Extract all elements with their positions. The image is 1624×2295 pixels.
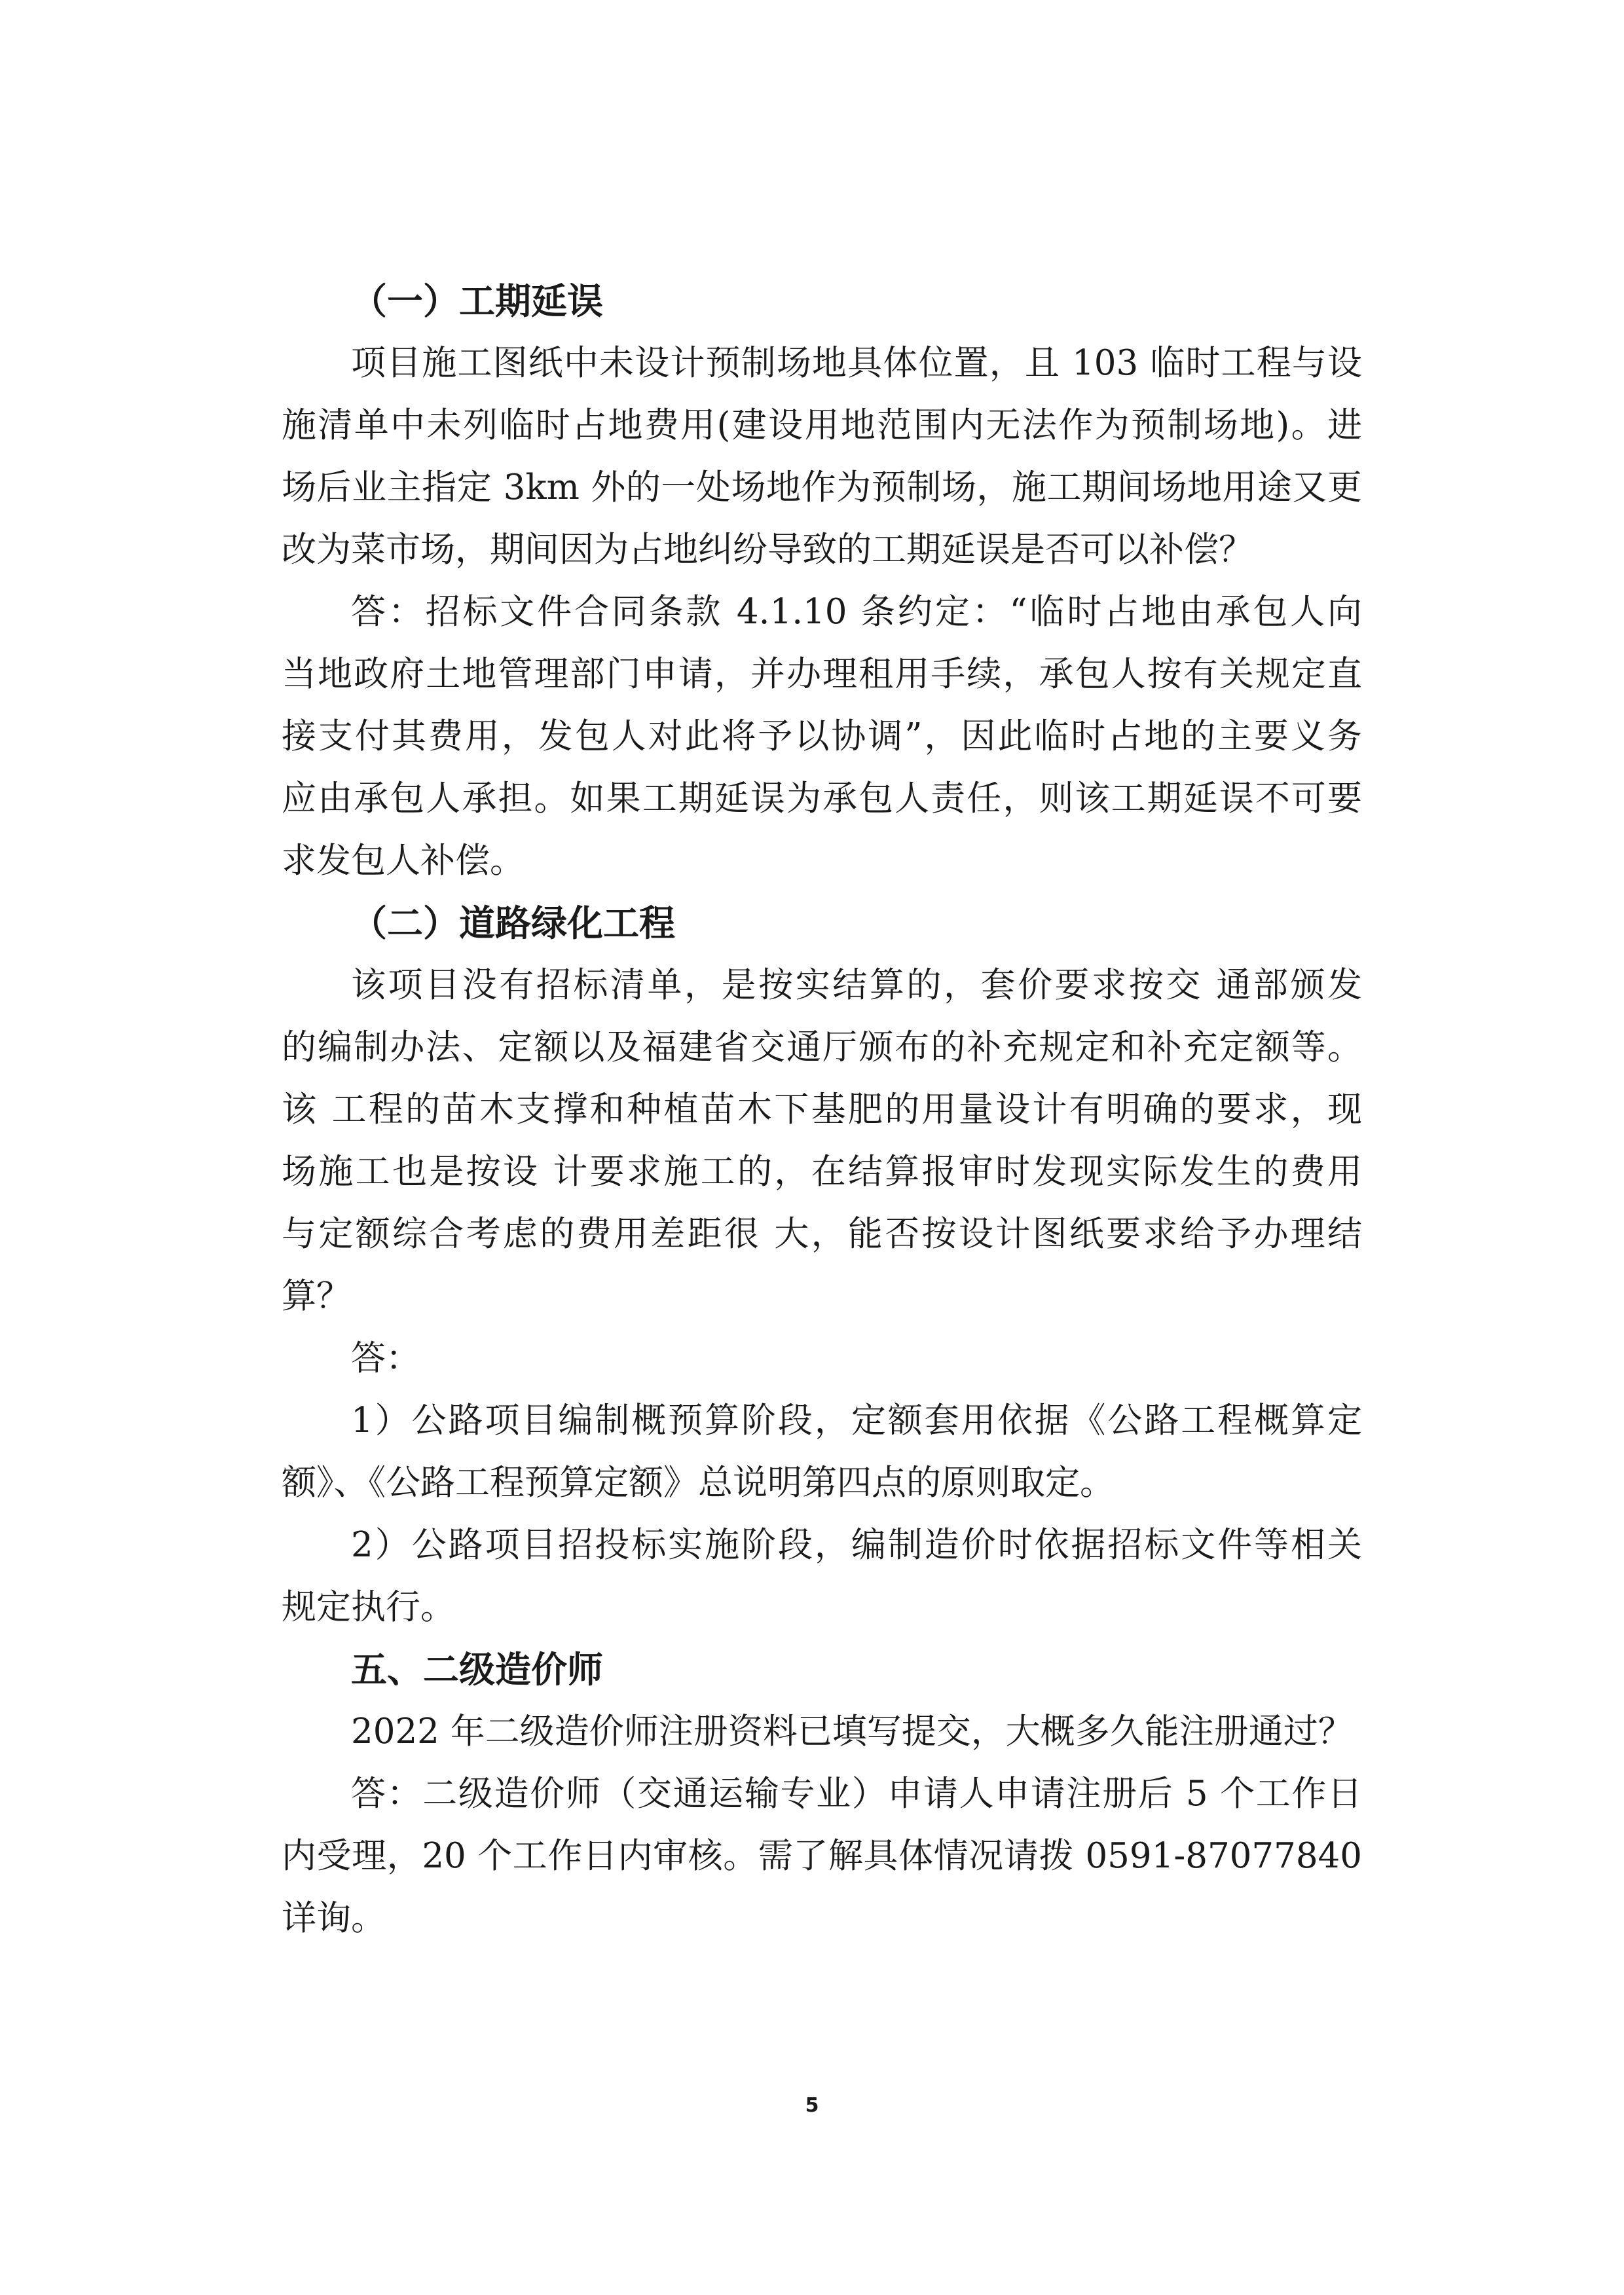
section-heading-level2-cost-engineer: 五、二级造价师 [351,1649,604,1691]
section-heading-road-greening: （二）道路绿化工程 [351,902,676,944]
paragraph-line: 答：二级造价师（交通运输专业）申请人申请注册后 5 个工作日 [351,1774,1362,1814]
section-heading-schedule-delay: （一）工期延误 [351,280,604,322]
paragraph-line: 答：招标文件合同条款 4.1.10 条约定：“临时占地由承包人向 [351,592,1362,632]
paragraph-line: 改为菜市场，期间因为占地纠纷导致的工期延误是否可以补偿？ [282,530,1253,570]
paragraph-line: 项目施工图纸中未设计预制场地具体位置，且 103 临时工程与设 [351,343,1362,383]
paragraph-line: 求发包人补偿。 [282,841,525,881]
paragraph-line: 答： [351,1338,420,1378]
paragraph-line: 当地政府土地管理部门申请，并办理租用手续，承包人按有关规定直 [282,654,1362,694]
paragraph-line: 接支付其费用，发包人对此将予以协调”，因此临时占地的主要义务 [282,716,1362,756]
paragraph-line: 施清单中未列临时占地费用(建设用地范围内无法作为预制场地)。进 [282,405,1362,445]
paragraph-line: 的编制办法、定额以及福建省交通厅颁布的补充规定和补充定额等。 [282,1027,1362,1067]
paragraph-line: 场施工也是按设 计要求施工的，在结算报审时发现实际发生的费用 [282,1152,1362,1192]
paragraph-line: 该项目没有招标清单，是按实结算的，套价要求按交 通部颁发 [351,965,1362,1005]
paragraph-line: 应由承包人承担。如果工期延误为承包人责任，则该工期延误不可要 [282,779,1362,818]
paragraph-line: 算？ [282,1276,351,1316]
page-number: 5 [805,2094,819,2117]
paragraph-line: 与定额综合考虑的费用差距很 大，能否按设计图纸要求给予办理结 [282,1214,1362,1254]
paragraph-line: 2）公路项目招投标实施阶段，编制造价时依据招标文件等相关 [351,1525,1362,1565]
paragraph-line: 场后业主指定 3km 外的一处场地作为预制场，施工期间场地用途又更 [282,468,1362,507]
paragraph-line: 额》、《公路工程预算定额》总说明第四点的原则取定。 [282,1463,1115,1503]
paragraph-line: 规定执行。 [282,1587,455,1627]
paragraph-line: 详询。 [282,1898,386,1938]
paragraph-line: 该 工程的苗木支撑和种植苗木下基肥的用量设计有明确的要求，现 [282,1090,1362,1129]
paragraph-line: 1）公路项目编制概预算阶段，定额套用依据《公路工程概算定 [351,1401,1362,1441]
paragraph-line: 2022 年二级造价师注册资料已填写提交，大概多久能注册通过？ [351,1712,1353,1752]
paragraph-line: 内受理，20 个工作日内审核。需了解具体情况请拨 0591-87077840 [282,1836,1362,1876]
